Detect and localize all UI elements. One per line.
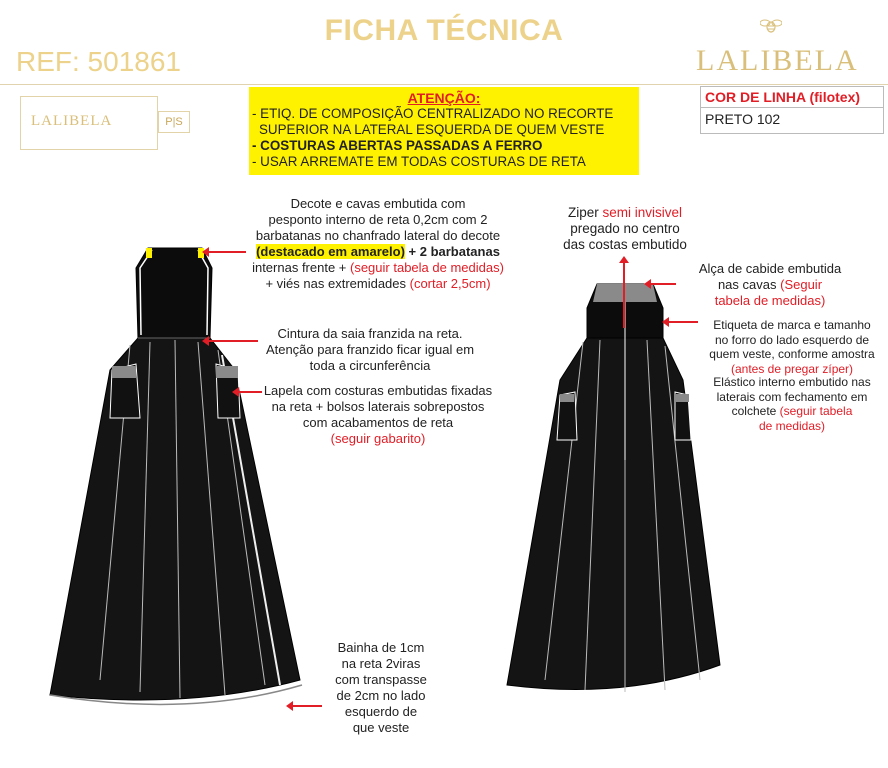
note-line: laterais com fechamento em <box>716 389 868 404</box>
thread-value: PRETO 102 <box>705 111 781 127</box>
neckline-arrow <box>208 251 246 253</box>
brand-logo: LALIBELA <box>696 44 859 77</box>
label-brand-text: LALIBELA <box>31 113 113 129</box>
reference-code: REF: 501861 <box>16 46 181 77</box>
note-text: Ziper <box>567 205 603 220</box>
zipper-arrow <box>623 262 625 328</box>
note-line: na reta + bolsos laterais sobrepostos <box>271 399 485 414</box>
note-red-line: (seguir gabarito) <box>330 431 426 446</box>
zipper-arrowhead-icon <box>619 256 629 263</box>
header-divider <box>0 84 888 85</box>
note-line: de 2cm no lado <box>336 688 426 703</box>
note-line: barbatanas no chanfrado lateral do decote <box>255 228 501 243</box>
tag-note <box>702 318 882 376</box>
warning-box <box>249 87 639 175</box>
note-line: esquerdo de <box>344 704 418 719</box>
note-red-text: (cortar 2,5cm) <box>409 276 491 291</box>
size-label-sample: P|S <box>158 111 190 133</box>
note-line: toda a circunferência <box>309 358 431 373</box>
note-line: Atenção para franzido ficar igual em <box>265 342 475 357</box>
hanger-arrow <box>650 283 676 285</box>
note-line: no forro do lado esquerdo de <box>714 332 870 347</box>
note-line: pesponto interno de reta 0,2cm com 2 <box>268 212 488 227</box>
tag-arrow <box>668 321 698 323</box>
back-dress-drawing <box>505 280 725 720</box>
note-line: Cintura da saia franzida na reta. <box>277 326 463 341</box>
note-red-line: de medidas) <box>758 418 826 433</box>
note-line: Elástico interno embutido nas <box>713 375 871 389</box>
hanger-note <box>680 261 860 309</box>
waist-note <box>250 326 490 374</box>
note-red-text: semi invisivel <box>602 205 683 220</box>
note-red-text: (Seguir <box>780 277 823 292</box>
warning-line: - COSTURAS ABERTAS PASSADAS A FERRO <box>252 138 543 153</box>
highlight-text: (destacado em amarelo) <box>256 244 405 259</box>
note-red-text: (seguir tabela de medidas) <box>350 260 504 275</box>
page-title: FICHA TÉCNICA <box>324 14 564 47</box>
warning-line: SUPERIOR NA LATERAL ESQUERDA DE QUEM VESTE <box>259 122 605 137</box>
bee-logo-icon <box>760 18 782 34</box>
note-line: quem veste, conforme amostra <box>709 347 875 361</box>
pocket-note <box>258 383 498 447</box>
thread-color-table <box>700 86 884 134</box>
note-text: + viés nas extremidades <box>265 276 410 291</box>
note-text: colchete <box>731 404 780 418</box>
note-line: Etiqueta de marca e tamanho <box>713 318 871 332</box>
note-line: pregado no centro <box>570 221 680 236</box>
hem-note <box>326 640 436 736</box>
note-line: na reta 2viras <box>341 656 421 671</box>
note-line: que veste <box>352 720 410 735</box>
warning-title: ATENÇÃO: <box>407 90 481 106</box>
waist-arrow <box>208 340 258 342</box>
brand-label-sample <box>20 96 158 150</box>
note-red-line: tabela de medidas) <box>714 293 826 308</box>
note-line: Bainha de 1cm <box>337 640 425 655</box>
thread-header: COR DE LINHA (filotex) <box>701 87 883 108</box>
note-line: com acabamentos de reta <box>302 415 454 430</box>
note-line: com transpasse <box>335 672 427 687</box>
warning-line: - ETIQ. DE COMPOSIÇÃO CENTRALIZADO NO RECORTE <box>252 106 614 121</box>
warning-line: - USAR ARREMATE EM TODAS COSTURAS DE RETA <box>252 154 586 169</box>
note-text: + 2 barbatanas <box>404 244 500 259</box>
note-red-line: (antes de pregar zíper) <box>730 361 854 376</box>
note-line: Lapela com costuras embutidas fixadas <box>263 383 493 398</box>
note-text: nas cavas <box>717 277 781 292</box>
neckline-note <box>228 196 528 292</box>
pocket-arrow <box>238 391 262 393</box>
note-red-text: (seguir tabela <box>779 404 853 418</box>
note-line: das costas embutido <box>563 237 687 252</box>
hem-arrow <box>292 705 322 707</box>
note-line: Alça de cabide embutida <box>698 261 842 276</box>
zipper-note <box>540 205 710 253</box>
note-text: internas frente + <box>252 260 350 275</box>
front-dress-drawing <box>40 240 340 720</box>
elastic-note <box>702 375 882 433</box>
note-line: Decote e cavas embutida com <box>290 196 466 211</box>
